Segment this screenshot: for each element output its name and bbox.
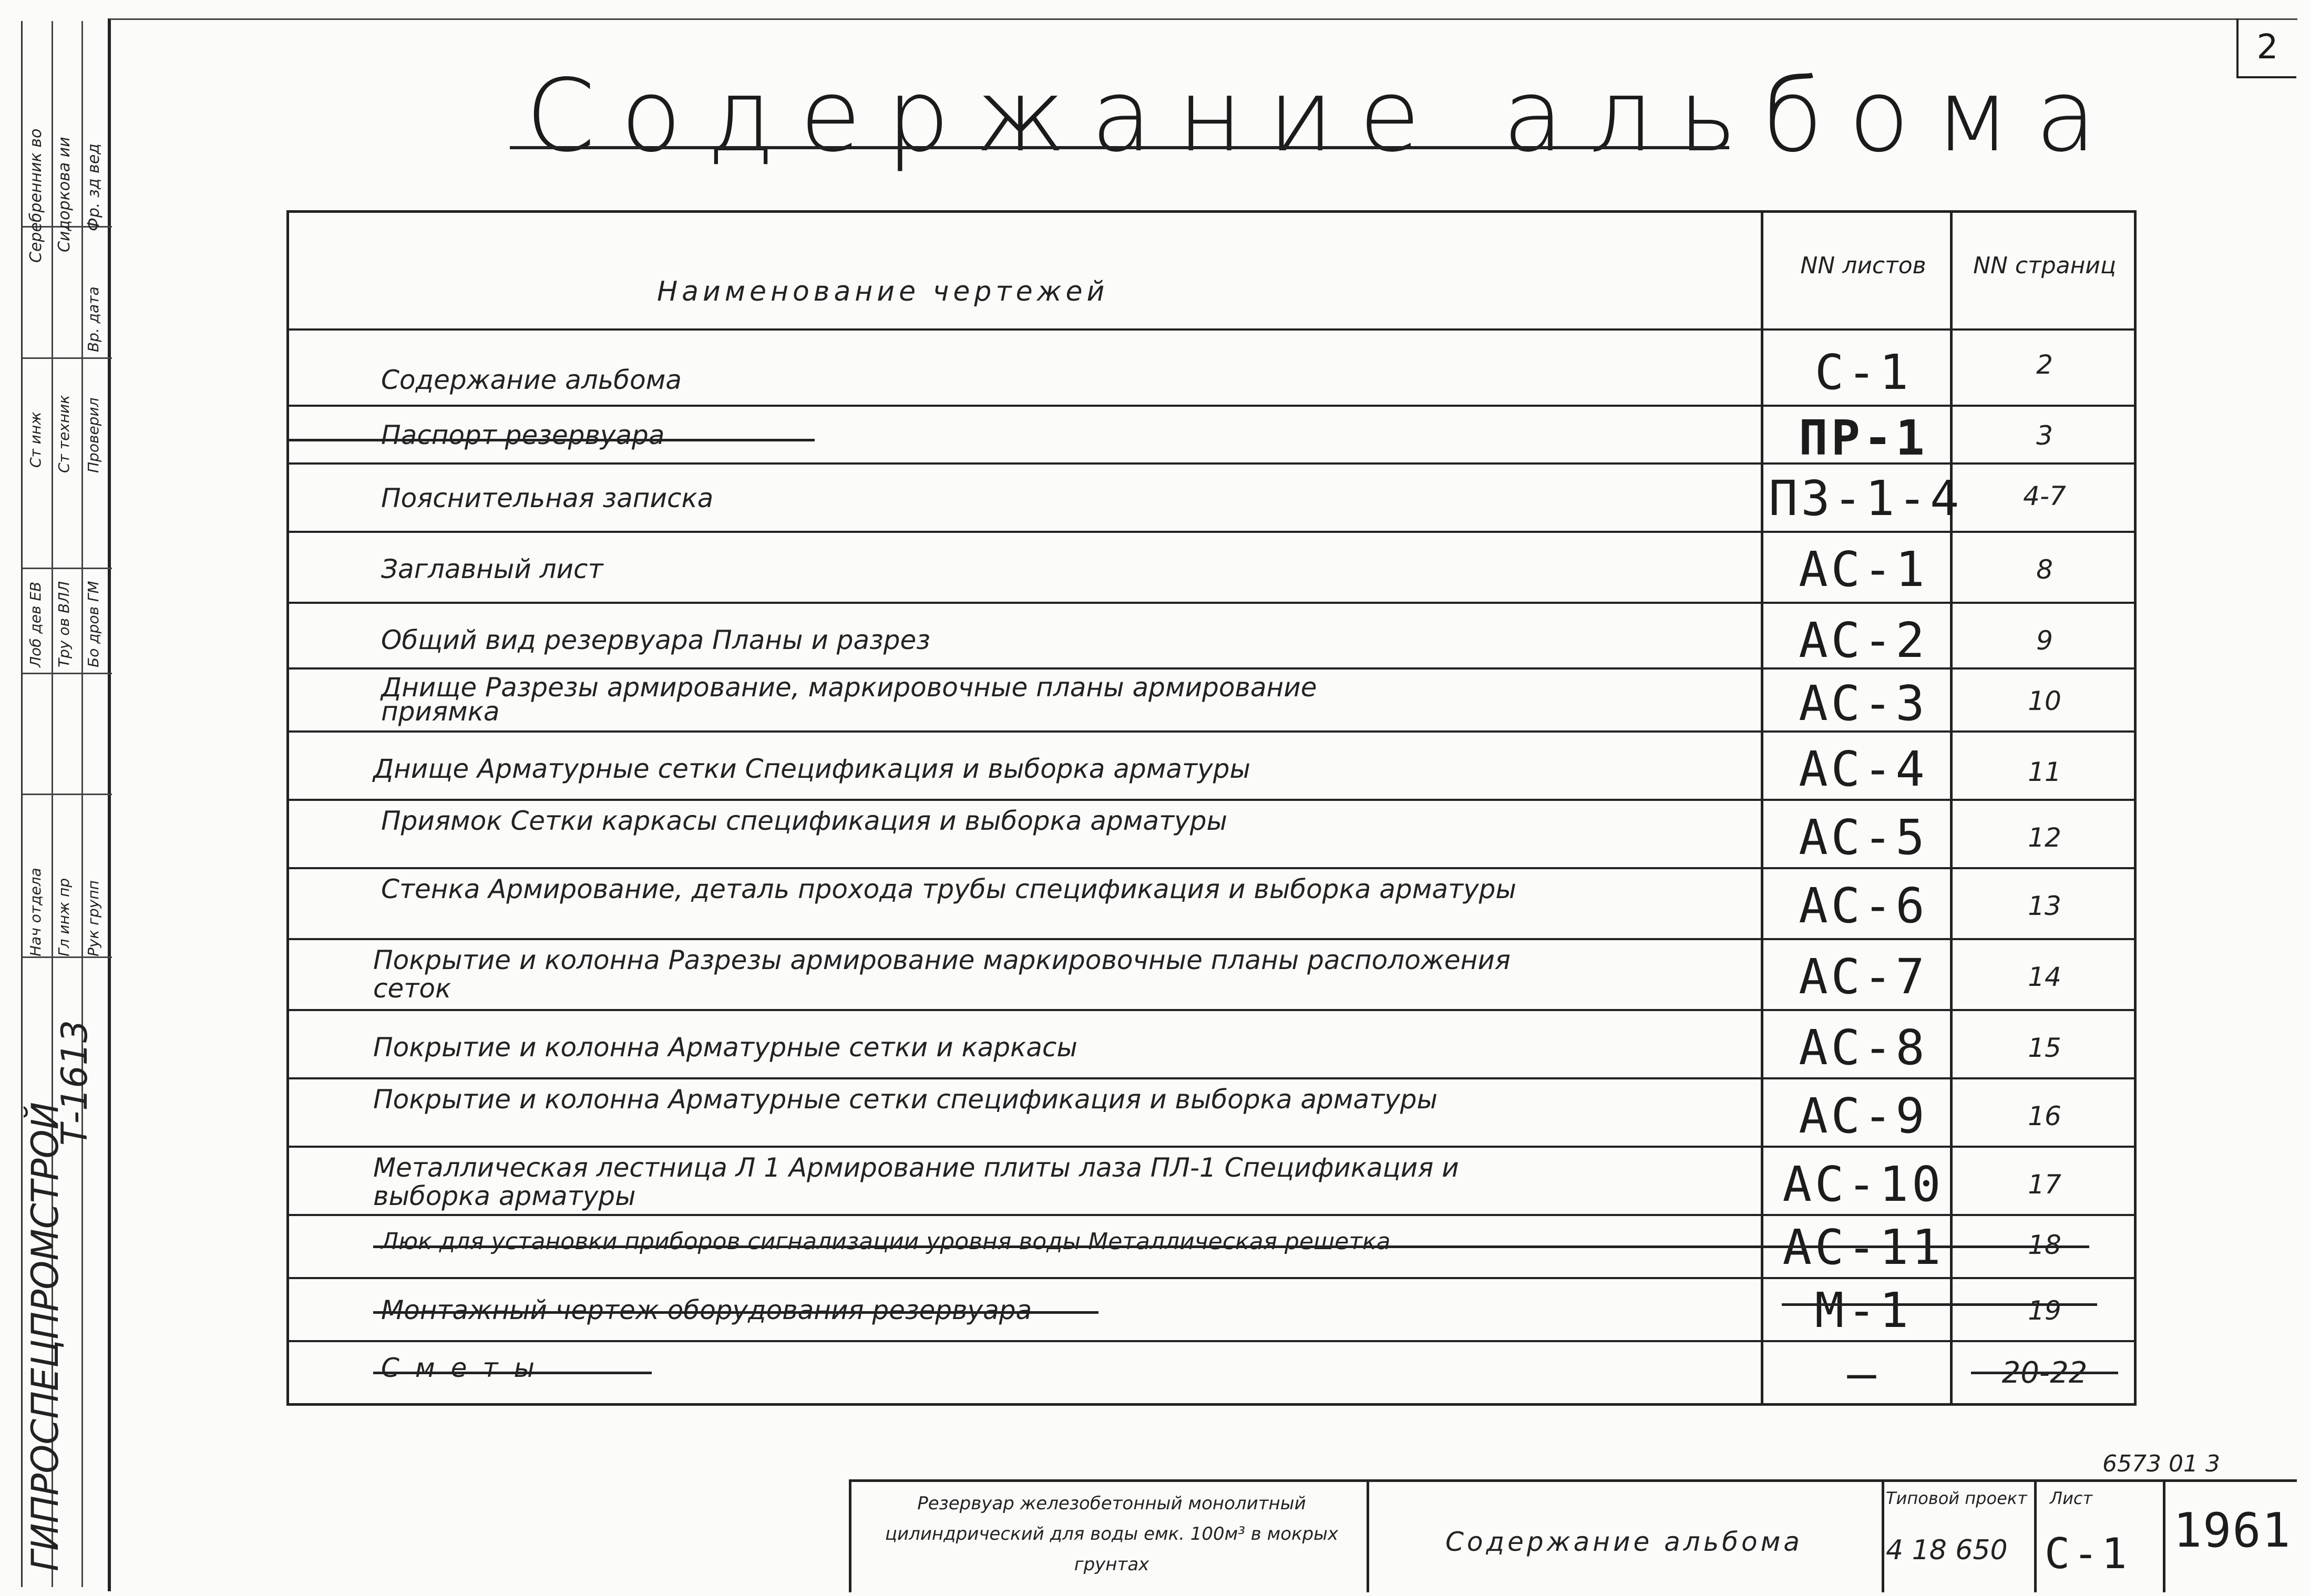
- header-pages: NN страниц: [1973, 252, 2116, 279]
- row-divider: [289, 867, 2134, 869]
- strikethrough-line: [1971, 1372, 2118, 1374]
- row-page: 8: [2036, 554, 2053, 585]
- row-divider: [289, 1077, 2134, 1079]
- row-sheet: АС-7: [1799, 949, 1928, 1005]
- row-sheet: АС-4: [1799, 741, 1928, 797]
- contents-table: [286, 210, 2137, 1406]
- row-name: Заглавный лист: [381, 554, 603, 584]
- row-sheet: АС-3: [1799, 675, 1928, 732]
- row-sheet: АС-11: [1782, 1219, 1944, 1275]
- signature-field: Гл инж пр: [55, 878, 73, 956]
- row-page: 2: [2036, 349, 2053, 380]
- row-name: Металлическая лестница Л 1 Армирование плиты лаза ПЛ-1 Спецификация и выборка арматуры: [373, 1152, 1459, 1211]
- strip-column-divider: [81, 21, 83, 1587]
- row-name: Общий вид резервуара Планы и разрез: [381, 625, 930, 655]
- row-name: Покрытие и колонна Разрезы армирование маркировочные планы расположения сеток: [373, 945, 1511, 1004]
- row-page: 9: [2036, 625, 2053, 656]
- signature-field: Вр. дата: [85, 286, 102, 352]
- row-sheet: ПЗ-1-4: [1769, 470, 1963, 527]
- row-divider: [289, 938, 2134, 940]
- row-sheet: АС-6: [1799, 878, 1928, 934]
- row-sheet: ПР-1: [1799, 410, 1928, 466]
- row-divider: [289, 1009, 2134, 1011]
- row-divider: [289, 328, 2134, 331]
- strikethrough-line: [373, 1311, 1098, 1314]
- row-page: 20-22: [2001, 1356, 2088, 1390]
- strip-divider: [23, 357, 112, 359]
- strikethrough-line: [1782, 1303, 2097, 1306]
- stamp-divider: [2163, 1482, 2165, 1592]
- signature-field: Рук групп: [85, 880, 102, 956]
- row-page: 15: [2028, 1033, 2061, 1063]
- sheet-title: Содержание альбома: [1445, 1527, 1803, 1557]
- row-sheet: С-1: [1814, 344, 1912, 400]
- strikethrough-line: [373, 1245, 2089, 1248]
- row-sheet: АС-1: [1799, 541, 1928, 598]
- row-sheet: —: [1847, 1345, 1880, 1402]
- title-underline: [510, 146, 1729, 149]
- stamp-divider: [1882, 1482, 1884, 1592]
- row-name: Сметы: [381, 1353, 550, 1383]
- row-page: 13: [2028, 891, 2061, 921]
- row-sheet: М-1: [1814, 1282, 1912, 1338]
- row-sheet: АС-9: [1799, 1088, 1928, 1144]
- archive-code: 6573 01 3: [2102, 1450, 2220, 1477]
- row-page: 3: [2036, 420, 2053, 451]
- object-description: Резервуар железобетонный монолитный цилиндрический для воды емк. 100м³ в мокрых грунтах: [885, 1493, 1339, 1575]
- row-name: Покрытие и колонна Арматурные сетки и каркасы: [373, 1032, 1077, 1063]
- row-name: Покрытие и колонна Арматурные сетки спецификация и выборка арматуры: [373, 1084, 1438, 1115]
- header-sheets: NN листов: [1800, 252, 1926, 279]
- row-name: Днище Разрезы армирование, маркировочные планы армирование приямка: [381, 672, 1317, 727]
- row-name: Приямок Сетки каркасы спецификация и выборка арматуры: [381, 806, 1227, 836]
- strip-divider: [23, 673, 112, 674]
- row-divider: [289, 405, 2134, 407]
- row-page: 10: [2028, 686, 2061, 716]
- signature-field: Серебренник во: [27, 128, 45, 263]
- row-page: 12: [2028, 822, 2061, 853]
- row-sheet: АС-10: [1782, 1156, 1944, 1212]
- strikethrough-line: [289, 439, 815, 441]
- page-number-box: [2236, 18, 2296, 78]
- page-number: 2: [2256, 28, 2278, 67]
- row-page: 4-7: [2023, 481, 2066, 511]
- strip-divider: [23, 568, 112, 569]
- stamp-divider: [2034, 1482, 2037, 1592]
- row-name: Содержание альбома: [381, 365, 682, 395]
- row-divider: [289, 1277, 2134, 1279]
- header-name: Наименование чертежей: [657, 276, 1109, 307]
- project-number: 4 18 650: [1886, 1535, 2008, 1566]
- row-page: 16: [2028, 1101, 2061, 1131]
- signature-field: Ст техник: [55, 395, 73, 473]
- row-name: Пояснительная записка: [381, 483, 714, 513]
- drawing-code: Т-1613: [54, 1020, 96, 1146]
- row-page: 14: [2028, 962, 2061, 992]
- row-divider: [289, 531, 2134, 533]
- strip-divider: [23, 794, 112, 795]
- signature-field: Тру ов ВЛЛ: [55, 581, 73, 667]
- signature-field: Бо дров ГМ: [85, 581, 102, 667]
- row-name: Днище Арматурные сетки Спецификация и выборка арматуры: [373, 754, 1250, 784]
- row-divider: [289, 1340, 2134, 1342]
- stamp-divider: [1367, 1482, 1369, 1592]
- title-block: [849, 1479, 2297, 1592]
- organization-name: ГИПРОСПЕЦПРОМСТРОЙ: [24, 1101, 67, 1571]
- sheet-label: Лист: [2050, 1488, 2093, 1508]
- year: 1961: [2173, 1503, 2292, 1558]
- column-divider: [1761, 213, 1763, 1403]
- project-label: Типовой проект: [1886, 1488, 2027, 1508]
- row-divider: [289, 1146, 2134, 1148]
- strikethrough-line: [373, 1372, 652, 1374]
- row-sheet: АС-2: [1799, 612, 1928, 668]
- row-name: Люк для установки приборов сигнализации уровня воды Металлическая решетка: [381, 1228, 1391, 1255]
- strip-divider: [23, 956, 112, 958]
- row-page: 18: [2028, 1230, 2061, 1260]
- row-sheet: АС-5: [1799, 809, 1928, 866]
- signature-field: Нач отдела: [27, 868, 44, 956]
- signature-field: Лоб дев ЕВ: [27, 581, 44, 667]
- row-page: 19: [2028, 1295, 2061, 1326]
- signature-field: Ст инж: [27, 411, 44, 468]
- signature-field: Сидоркова ии: [55, 137, 74, 252]
- row-sheet: АС-8: [1799, 1020, 1928, 1076]
- row-divider: [289, 602, 2134, 604]
- sheet-code: С-1: [2045, 1529, 2130, 1578]
- row-divider: [289, 799, 2134, 801]
- row-name: Стенка Армирование, деталь прохода трубы спецификация и выборка арматуры: [381, 874, 1516, 904]
- album-title: Содержание альбома: [526, 58, 2122, 174]
- signature-field: Фр. зд вед: [85, 143, 103, 231]
- left-margin-strip: [21, 21, 112, 1587]
- row-page: 17: [2028, 1169, 2061, 1200]
- signature-field: Проверил: [85, 397, 102, 473]
- row-page: 11: [2028, 757, 2061, 787]
- row-name: Монтажный чертеж оборудования резервуара: [381, 1295, 1032, 1325]
- row-divider: [289, 1214, 2134, 1216]
- row-name: Паспорт резервуара: [381, 420, 665, 450]
